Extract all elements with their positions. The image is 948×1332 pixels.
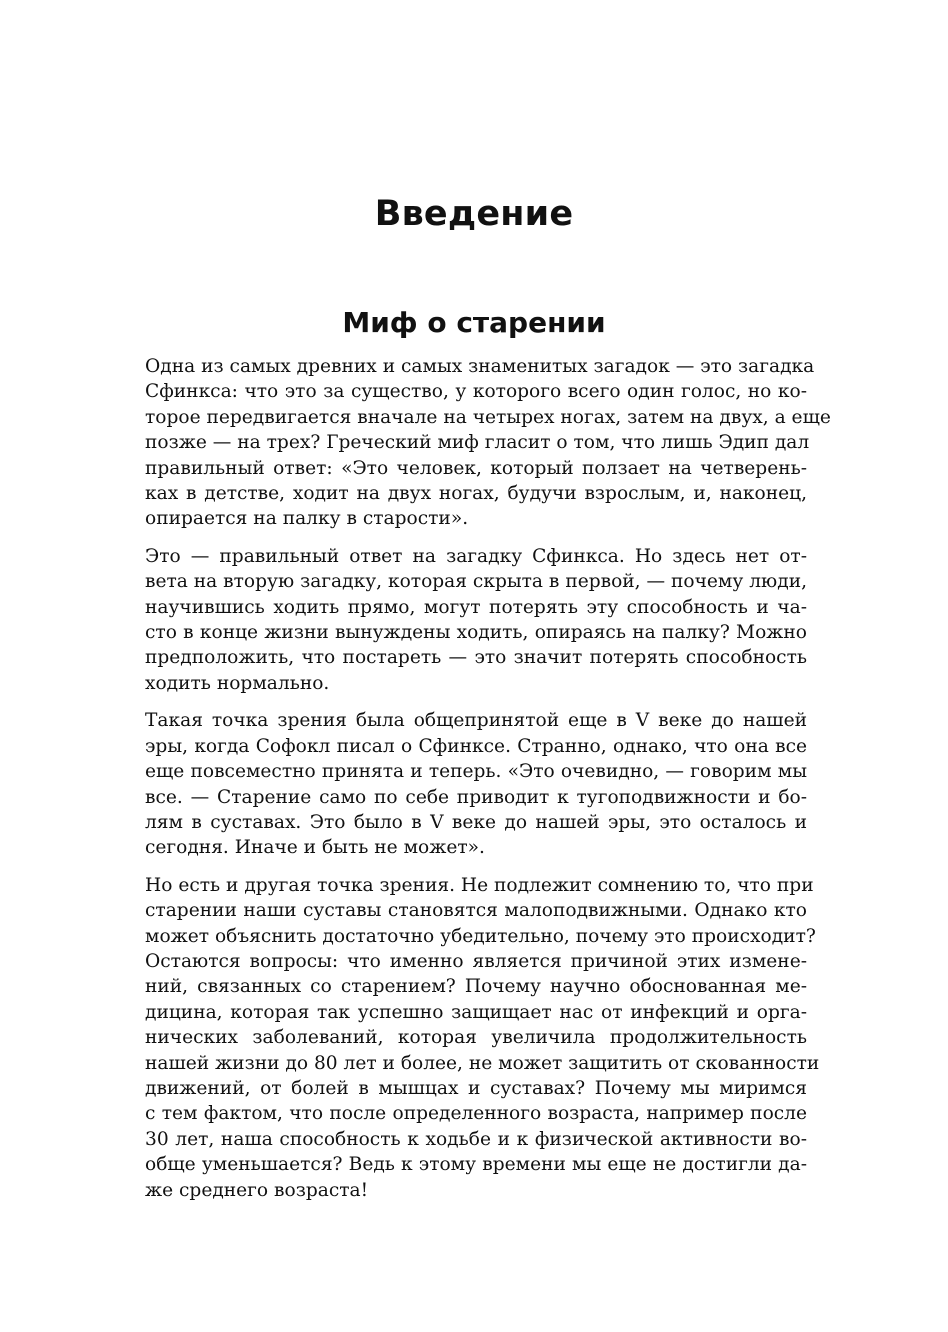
text-line: ходить нормально. (145, 672, 330, 694)
text-line: Это — правильный ответ на загадку Сфинкса. Но здесь нет от- (145, 545, 807, 567)
text-line: Такая точка зрения была общепринятой еще в V веке до нашей (145, 710, 807, 732)
text-line: старении наши суставы становятся малоподвижными. Однако кто (145, 900, 807, 922)
text-line: торое передвигается вначале на четырех ногах, затем на двух, а еще (145, 406, 831, 428)
text-line: еще повсеместно принята и теперь. «Это очевидно, — говорим мы (145, 761, 807, 783)
text-line: ний, связанных со старением? Почему научно обоснованная ме- (145, 976, 807, 998)
paragraph-4 (145, 873, 820, 1203)
text-line: нических заболеваний, которая увеличила продолжительность (145, 1027, 807, 1049)
text-line: позже — на трех? Греческий миф гласит о том, что лишь Эдип дал (145, 432, 810, 454)
text-line: сто в конце жизни вынуждены ходить, опираясь на палку? Можно (145, 622, 807, 644)
text-line: нашей жизни до 80 лет и более, не может защитить от скованности (145, 1052, 820, 1074)
text-line: эры, когда Софокл писал о Сфинксе. Странно, однако, что она все (145, 735, 807, 757)
text-line: Но есть и другая точка зрения. Не подлежит сомнению то, что при (145, 874, 814, 896)
text-line: сегодня. Иначе и быть не может». (145, 837, 485, 859)
text-line: Одна из самых древних и самых знаменитых загадок — это загадка (145, 356, 815, 377)
text-line: может объяснить достаточно убедительно, почему это происходит? (145, 925, 816, 947)
text-line: Сфинкса: что это за существо, у которого всего один голос, но ко- (145, 381, 807, 403)
text-line: 30 лет, наша способность к ходьбе и к физической активности во- (145, 1128, 807, 1150)
text-line: движений, от болей в мышцах и суставах? Почему мы миримся (145, 1077, 807, 1099)
text-line: Остаются вопросы: что именно является причиной этих измене- (145, 950, 807, 972)
text-line: опирается на палку в старости». (145, 508, 469, 530)
section-title: Миф о старении (342, 306, 606, 339)
text-line: предположить, что постареть — это значит потерять способность (145, 647, 807, 669)
chapter-title: Введение (374, 194, 574, 234)
text-line: же среднего возраста! (145, 1179, 369, 1201)
text-line: вета на вторую загадку, которая скрыта в первой, — почему люди, (145, 571, 807, 593)
text-line: все. — Старение само по себе приводит к тугоподвижности и бо- (145, 786, 807, 808)
paragraph-3 (145, 708, 807, 860)
body-text (145, 354, 831, 1215)
text-line: с тем фактом, что после определенного возраста, например после (145, 1103, 807, 1125)
paragraph-1 (145, 354, 831, 532)
text-line: обще уменьшается? Ведь к этому времени мы еще не достигли да- (145, 1154, 807, 1176)
text-line: лям в суставах. Это было в V веке до нашей эры, это осталось и (145, 811, 807, 833)
text-line: научившись ходить прямо, могут потерять эту способность и ча- (145, 596, 807, 618)
paragraph-2 (145, 544, 807, 696)
text-line: дицина, которая так успешно защищает нас от инфекций и орга- (145, 1001, 807, 1023)
text-line: ках в детстве, ходит на двух ногах, будучи взрослым, и, наконец, (145, 483, 807, 505)
text-line: правильный ответ: «Это человек, который ползает на четверень- (145, 457, 807, 479)
